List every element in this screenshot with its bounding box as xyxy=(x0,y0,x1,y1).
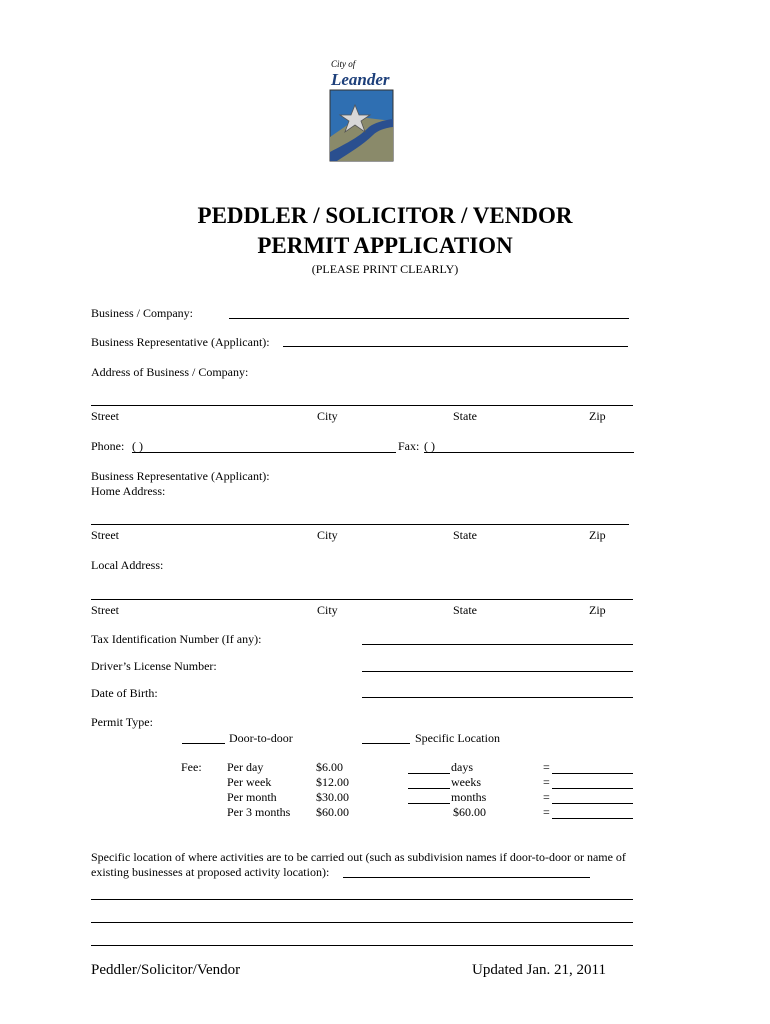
drivers-license-label: Driver’s License Number: xyxy=(91,659,217,673)
location-field-line[interactable] xyxy=(91,899,633,900)
street-label: Street xyxy=(91,409,119,423)
door-to-door-label: Door-to-door xyxy=(229,731,293,745)
fax-area-code: ( ) xyxy=(424,439,435,453)
city-logo xyxy=(329,57,394,162)
fee-count-field[interactable] xyxy=(408,788,450,789)
footer-left: Peddler/Solicitor/Vendor xyxy=(91,962,241,978)
location-note-line2: existing businesses at proposed activity location): xyxy=(91,865,330,879)
logo-text-large: Leander xyxy=(331,70,390,89)
fee-count-field[interactable] xyxy=(408,803,450,804)
local-address-label: Local Address: xyxy=(91,558,164,572)
business-company-field[interactable] xyxy=(229,318,629,319)
phone-label: Phone: xyxy=(91,439,125,453)
street-label: Street xyxy=(91,528,119,542)
fee-equals: = xyxy=(543,760,550,774)
footer-right: Updated Jan. 21, 2011 xyxy=(471,962,606,978)
phone-area-code: ( ) xyxy=(132,439,143,453)
fee-total-field[interactable] xyxy=(552,818,633,819)
logo-text-small: City of xyxy=(331,59,356,69)
door-to-door-checkbox[interactable] xyxy=(182,743,225,744)
address-business-label: Address of Business / Company: xyxy=(91,365,249,379)
business-rep-label: Business Representative (Applicant): xyxy=(91,335,270,349)
page-title-line2: PERMIT APPLICATION xyxy=(257,233,513,258)
page-title: PEDDLER / SOLICITOR / VENDOR xyxy=(197,203,573,228)
fax-field[interactable] xyxy=(424,452,634,453)
street-label: Street xyxy=(91,603,119,617)
drivers-license-field[interactable] xyxy=(362,671,633,672)
fee-amount: $12.00 xyxy=(316,775,349,789)
location-field-line[interactable] xyxy=(91,922,633,923)
fee-total-field[interactable] xyxy=(552,788,633,789)
state-label: State xyxy=(453,603,477,617)
tax-id-field[interactable] xyxy=(362,644,633,645)
fee-count-field[interactable] xyxy=(408,773,450,774)
location-note-line1: Specific location of where activities are to be carried out (such as subdivision names if door-to-door or name of xyxy=(91,850,626,864)
zip-label: Zip xyxy=(589,528,606,542)
fax-label: Fax: xyxy=(398,439,420,453)
business-company-label: Business / Company: xyxy=(91,306,194,320)
phone-field[interactable] xyxy=(132,452,396,453)
fee-label: Fee: xyxy=(181,760,202,774)
dob-label: Date of Birth: xyxy=(91,686,158,700)
dob-field[interactable] xyxy=(362,697,633,698)
business-rep-field[interactable] xyxy=(283,346,628,347)
fee-period: Per week xyxy=(227,775,272,789)
city-label: City xyxy=(317,409,338,423)
fee-equals: = xyxy=(543,805,550,819)
fee-period: Per day xyxy=(227,760,264,774)
fee-period: Per 3 months xyxy=(227,805,291,819)
home-address-field[interactable] xyxy=(91,524,629,525)
fee-total-field[interactable] xyxy=(552,803,633,804)
home-address-label: Home Address: xyxy=(91,484,166,498)
fee-unit: months xyxy=(451,790,487,804)
rep-applicant-label: Business Representative (Applicant): xyxy=(91,469,270,483)
page-subtitle: (PLEASE PRINT CLEARLY) xyxy=(311,262,459,276)
city-label: City xyxy=(317,603,338,617)
permit-type-label: Permit Type: xyxy=(91,715,153,729)
fee-period: Per month xyxy=(227,790,277,804)
fee-unit: days xyxy=(451,760,473,774)
zip-label: Zip xyxy=(589,409,606,423)
fee-unit: $60.00 xyxy=(453,805,486,819)
tax-id-label: Tax Identification Number (If any): xyxy=(91,632,262,646)
city-label: City xyxy=(317,528,338,542)
local-address-field[interactable] xyxy=(91,599,633,600)
fee-equals: = xyxy=(543,775,550,789)
state-label: State xyxy=(453,409,477,423)
fee-equals: = xyxy=(543,790,550,804)
fee-amount: $6.00 xyxy=(316,760,343,774)
fee-total-field[interactable] xyxy=(552,773,633,774)
zip-label: Zip xyxy=(589,603,606,617)
address-business-field[interactable] xyxy=(91,405,633,406)
fee-unit: weeks xyxy=(451,775,481,789)
specific-location-label: Specific Location xyxy=(415,731,500,745)
location-field[interactable] xyxy=(343,877,590,878)
location-field-line[interactable] xyxy=(91,945,633,946)
fee-amount: $60.00 xyxy=(316,805,349,819)
state-label: State xyxy=(453,528,477,542)
fee-amount: $30.00 xyxy=(316,790,349,804)
specific-location-checkbox[interactable] xyxy=(362,743,410,744)
